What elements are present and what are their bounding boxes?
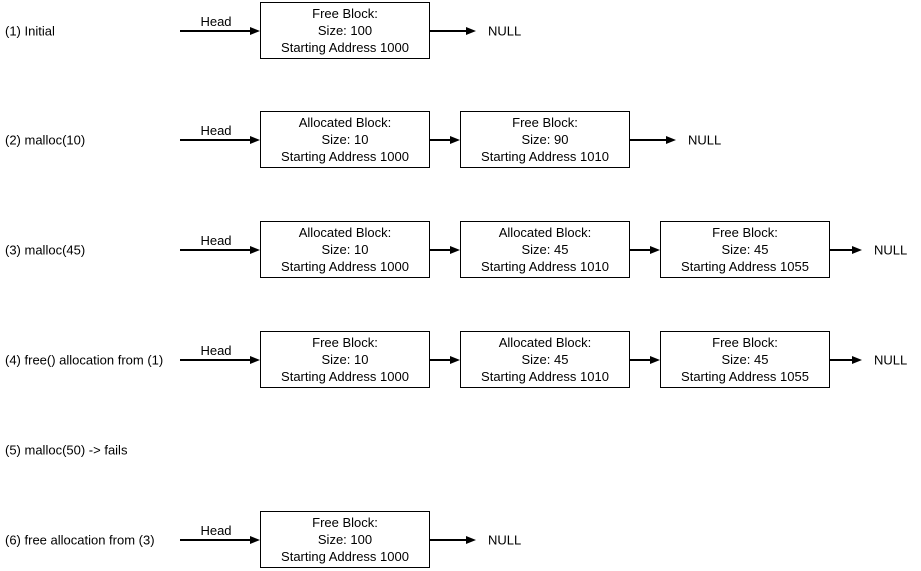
next-pointer-arrow [630, 249, 650, 251]
null-label: NULL [874, 242, 908, 258]
arrowhead-icon [250, 356, 260, 364]
next-pointer-arrow [430, 359, 450, 361]
null-label: NULL [874, 352, 908, 368]
arrowhead-icon [450, 136, 460, 144]
head-arrow [180, 539, 250, 541]
block-address: Starting Address 1055 [681, 259, 809, 274]
block-title: Free Block: [712, 225, 778, 240]
arrowhead-icon [466, 27, 476, 35]
block-size: Size: 100 [317, 23, 373, 38]
block-size: Size: 10 [321, 242, 369, 257]
row-label: (4) free() allocation from (1) [5, 352, 164, 368]
arrowhead-icon [450, 356, 460, 364]
free-block [260, 511, 430, 568]
allocated-block [260, 221, 430, 278]
block-title: Allocated Block: [498, 335, 592, 350]
null-pointer-arrow [830, 359, 852, 361]
block-size: Size: 45 [521, 242, 569, 257]
free-block [260, 331, 430, 388]
allocated-block [260, 111, 430, 168]
arrowhead-icon [250, 246, 260, 254]
null-label: NULL [688, 132, 722, 148]
block-address: Starting Address 1000 [281, 40, 409, 55]
block-size: Size: 100 [317, 532, 373, 547]
head-pointer-label: Head [200, 523, 232, 538]
next-pointer-arrow [430, 139, 450, 141]
diagram-row [0, 217, 921, 283]
null-pointer-arrow [430, 30, 466, 32]
free-block [660, 221, 830, 278]
diagram-row [0, 107, 921, 173]
arrowhead-icon [666, 136, 676, 144]
next-pointer-arrow [630, 359, 650, 361]
arrowhead-icon [650, 246, 660, 254]
arrowhead-icon [250, 27, 260, 35]
row-label: (5) malloc(50) -> fails [5, 442, 128, 458]
diagram-row [0, 507, 921, 571]
block-address: Starting Address 1000 [281, 149, 409, 164]
head-arrow [180, 359, 250, 361]
block-title: Free Block: [312, 335, 378, 350]
block-title: Free Block: [712, 335, 778, 350]
arrowhead-icon [466, 536, 476, 544]
next-pointer-arrow [430, 249, 450, 251]
block-size: Size: 45 [721, 352, 769, 367]
diagram-row [0, 0, 921, 64]
block-title: Allocated Block: [298, 225, 392, 240]
head-pointer-label: Head [200, 14, 232, 29]
null-pointer-arrow [830, 249, 852, 251]
null-label: NULL [488, 532, 522, 548]
block-address: Starting Address 1000 [281, 369, 409, 384]
head-arrow [180, 139, 250, 141]
head-arrow [180, 30, 250, 32]
block-size: Size: 10 [321, 352, 369, 367]
row-label: (1) Initial [5, 23, 55, 39]
block-address: Starting Address 1000 [281, 549, 409, 564]
arrowhead-icon [250, 136, 260, 144]
allocated-block [460, 221, 630, 278]
block-size: Size: 10 [321, 132, 369, 147]
arrowhead-icon [450, 246, 460, 254]
block-title: Free Block: [312, 515, 378, 530]
arrowhead-icon [250, 536, 260, 544]
block-address: Starting Address 1010 [481, 149, 609, 164]
head-pointer-label: Head [200, 233, 232, 248]
block-title: Free Block: [312, 6, 378, 21]
allocated-block [460, 331, 630, 388]
row-label: (3) malloc(45) [5, 242, 86, 258]
null-pointer-arrow [630, 139, 666, 141]
null-pointer-arrow [430, 539, 466, 541]
block-address: Starting Address 1055 [681, 369, 809, 384]
block-size: Size: 90 [521, 132, 569, 147]
block-title: Free Block: [512, 115, 578, 130]
null-label: NULL [488, 23, 522, 39]
free-block [660, 331, 830, 388]
block-title: Allocated Block: [498, 225, 592, 240]
head-arrow [180, 249, 250, 251]
block-address: Starting Address 1010 [481, 369, 609, 384]
head-pointer-label: Head [200, 343, 232, 358]
block-size: Size: 45 [721, 242, 769, 257]
arrowhead-icon [650, 356, 660, 364]
row-label: (2) malloc(10) [5, 132, 86, 148]
arrowhead-icon [852, 356, 862, 364]
free-block [260, 2, 430, 59]
block-size: Size: 45 [521, 352, 569, 367]
row-label: (6) free allocation from (3) [5, 532, 155, 548]
free-block [460, 111, 630, 168]
diagram-row [0, 417, 921, 483]
block-address: Starting Address 1000 [281, 259, 409, 274]
diagram-row [0, 327, 921, 393]
arrowhead-icon [852, 246, 862, 254]
head-pointer-label: Head [200, 123, 232, 138]
block-address: Starting Address 1010 [481, 259, 609, 274]
block-title: Allocated Block: [298, 115, 392, 130]
